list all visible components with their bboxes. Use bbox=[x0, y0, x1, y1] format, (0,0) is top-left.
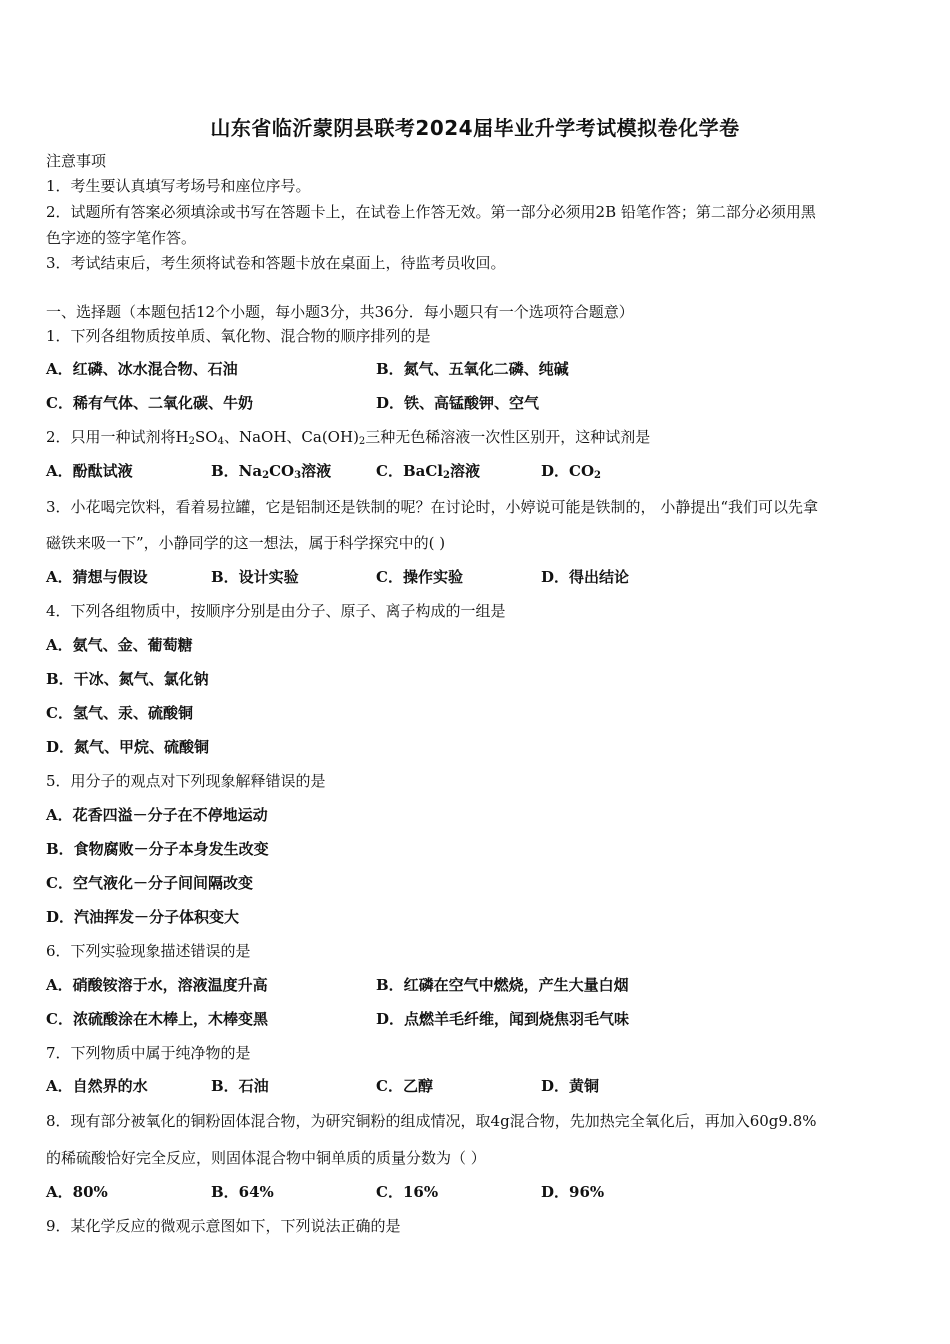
question-5-stem: 5．用分子的观点对下列现象解释错误的是 bbox=[46, 772, 326, 790]
option-b: B．干冰、氮气、氯化钠 bbox=[46, 670, 209, 688]
notice-item: 3．考试结束后，考生须将试卷和答题卡放在桌面上，待监考员收回。 bbox=[46, 254, 506, 272]
question-1-options bbox=[46, 358, 906, 380]
option-b: B．$Na_2CO_3$溶液 bbox=[211, 462, 332, 481]
question-3-stem: 3．小花喝完饮料，看着易拉罐，它是铝制还是铁制的呢？在讨论时，小婷说可能是铁制的， 小静提出“我们可以先拿 bbox=[46, 498, 818, 516]
question-3-options bbox=[46, 566, 906, 588]
option-b: B．石油 bbox=[211, 1077, 269, 1095]
question-4-stem: 4．下列各组物质中，按顺序分别是由分子、原子、离子构成的一组是 bbox=[46, 602, 506, 620]
notice-item: 1．考生要认真填写考场号和座位序号。 bbox=[46, 177, 311, 195]
option-a: A．花香四溢－分子在不停地运动 bbox=[46, 806, 268, 824]
option-c: C．空气液化－分子间间隔改变 bbox=[46, 874, 253, 892]
option-c: C．BaCl$_2$溶液 bbox=[376, 462, 480, 481]
option-d: D．点燃羊毛纤维，闻到烧焦羽毛气味 bbox=[376, 1010, 630, 1028]
question-2-stem: 2．只用一种试剂将$H_2SO_4$、NaOH、$Ca(OH)_2$三种无色稀溶液一次性区别开，这种试剂是 bbox=[46, 428, 651, 447]
option-b: B．食物腐败－分子本身发生改变 bbox=[46, 840, 269, 858]
question-1-stem: 1．下列各组物质按单质、氧化物、混合物的顺序排列的是 bbox=[46, 327, 431, 345]
option-b: B．红磷在空气中燃烧，产生大量白烟 bbox=[376, 976, 629, 994]
question-9-stem: 9．某化学反应的微观示意图如下，下列说法正确的是 bbox=[46, 1217, 401, 1235]
option-c: C．16% bbox=[376, 1183, 439, 1201]
option-a: A．氨气、金、葡萄糖 bbox=[46, 636, 193, 654]
option-b: B．设计实验 bbox=[211, 568, 299, 586]
question-2-options bbox=[46, 460, 906, 482]
notice-item: 2．试题所有答案必须填涂或书写在答题卡上，在试卷上作答无效。第一部分必须用2B 铅笔作答；第二部分必须用黑 bbox=[46, 203, 816, 221]
option-c: C．氢气、汞、硫酸铜 bbox=[46, 704, 193, 722]
option-d: D．氮气、甲烷、硫酸铜 bbox=[46, 738, 210, 756]
option-d: D．铁、高锰酸钾、空气 bbox=[376, 394, 540, 412]
question-6-options-2 bbox=[46, 1008, 906, 1030]
option-a: A．自然界的水 bbox=[46, 1077, 148, 1095]
question-8-options bbox=[46, 1181, 906, 1203]
page-title: 山东省临沂蒙阴县联考2024届毕业升学考试模拟卷化学卷 bbox=[210, 116, 740, 140]
option-a: A．酚酞试液 bbox=[46, 462, 133, 480]
option-b: B．64% bbox=[211, 1183, 274, 1201]
option-a: A．猜想与假设 bbox=[46, 568, 148, 586]
question-3-stem-2: 磁铁来吸一下”，小静同学的这一想法，属于科学探究中的( ) bbox=[46, 534, 446, 552]
option-a: A．红磷、冰水混合物、石油 bbox=[46, 360, 238, 378]
option-c: C．乙醇 bbox=[376, 1077, 433, 1095]
option-c: C．浓硫酸涂在木棒上，木棒变黑 bbox=[46, 1010, 268, 1028]
option-c: C．稀有气体、二氧化碳、牛奶 bbox=[46, 394, 253, 412]
option-a: A．硝酸铵溶于水，溶液温度升高 bbox=[46, 976, 268, 994]
question-8-stem-2: 的稀硫酸恰好完全反应，则固体混合物中铜单质的质量分数为（ ） bbox=[46, 1149, 486, 1167]
notice-item: 色字迹的签字笔作答。 bbox=[46, 229, 197, 247]
option-c: C．操作实验 bbox=[376, 568, 463, 586]
question-7-options bbox=[46, 1075, 906, 1097]
option-d: D．汽油挥发－分子体积变大 bbox=[46, 908, 240, 926]
question-1-options-2 bbox=[46, 392, 906, 414]
option-d: D．96% bbox=[541, 1183, 605, 1201]
question-8-stem: 8．现有部分被氧化的铜粉固体混合物，为研究铜粉的组成情况，取4g混合物，先加热完全氧化后，再加入60g9.8% bbox=[46, 1112, 817, 1130]
notice-heading: 注意事项 bbox=[46, 152, 107, 170]
section-header: 一、选择题（本题包括12个小题，每小题3分，共36分．每小题只有一个选项符合题意） bbox=[46, 303, 634, 321]
option-d: D．得出结论 bbox=[541, 568, 630, 586]
question-6-stem: 6．下列实验现象描述错误的是 bbox=[46, 942, 251, 960]
option-a: A．80% bbox=[46, 1183, 108, 1201]
option-b: B．氮气、五氧化二磷、纯碱 bbox=[376, 360, 569, 378]
option-d: D．$CO_2$ bbox=[541, 462, 601, 481]
option-d: D．黄铜 bbox=[541, 1077, 600, 1095]
question-6-options bbox=[46, 974, 906, 996]
question-7-stem: 7．下列物质中属于纯净物的是 bbox=[46, 1044, 251, 1062]
